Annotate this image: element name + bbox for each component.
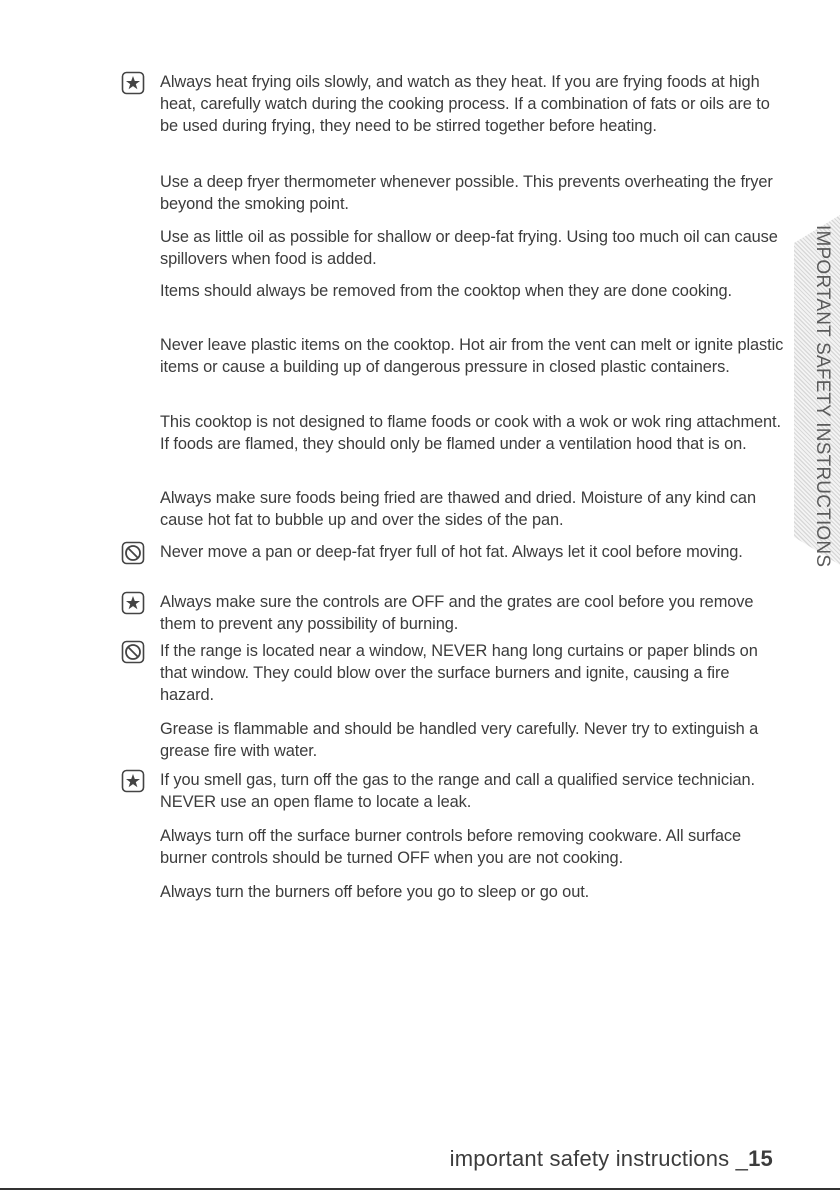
safety-item: Use a deep fryer thermometer whenever possible. This prevents overheating the fryer beyond the smoking point.: [160, 173, 773, 213]
page-footer: [450, 1146, 773, 1172]
safety-item: Use as little oil as possible for shallow or deep-fat frying. Using too much oil can cause spillovers when food is added.: [160, 228, 778, 268]
safety-item: If the range is located near a window, NEVER hang long curtains or paper blinds on that window. They could blow over the surface burners and ignite, causing a fire hazard.: [160, 642, 758, 704]
safety-item: Always make sure foods being fried are thawed and dried. Moisture of any kind can cause hot fat to bubble up and over the sides of the pan.: [160, 489, 756, 529]
safety-item: Grease is flammable and should be handled very carefully. Never try to extinguish a grease fire with water.: [160, 720, 759, 760]
prohibited-icon: [121, 640, 145, 664]
star-icon: [121, 769, 145, 793]
section-side-label: IMPORTANT SAFETY INSTRUCTIONS: [812, 225, 833, 568]
safety-item: If you smell gas, turn off the gas to the range and call a qualified service technician. NEVER use an open flame to locate a leak.: [160, 771, 755, 811]
prohibited-icon: [121, 541, 145, 565]
safety-item: Items should always be removed from the cooktop when they are done cooking.: [160, 282, 732, 300]
safety-item: Always make sure the controls are OFF and the grates are cool before you remove them to prevent any possibility of burning.: [160, 593, 754, 633]
safety-item: Never move a pan or deep-fat fryer full of hot fat. Always let it cool before moving.: [160, 543, 743, 561]
star-icon: [121, 71, 145, 95]
footer-label: important safety instructions _: [449, 1146, 749, 1171]
star-icon: [121, 591, 145, 615]
safety-item: Always turn the burners off before you go to sleep or go out.: [160, 883, 590, 901]
page-number: 15: [748, 1146, 773, 1171]
safety-item: Never leave plastic items on the cooktop. Hot air from the vent can melt or ignite plastic items or cause a building up of dangerous pressure in closed plastic containers.: [160, 336, 784, 376]
safety-item: Always turn off the surface burner controls before removing cookware. All surface burner controls should be turned OFF when you are not cooking.: [160, 827, 742, 867]
bottom-divider: [0, 1188, 840, 1190]
safety-item: This cooktop is not designed to flame foods or cook with a wok or wok ring attachment. If foods are flamed, they should only be flamed under a ventilation hood that is on.: [160, 413, 781, 453]
safety-item: Always heat frying oils slowly, and watch as they heat. If you are frying foods at high heat, carefully watch during the cooking process. If a combination of fats or oils are to be used during frying, they need to be stirred together before heating.: [160, 73, 770, 135]
